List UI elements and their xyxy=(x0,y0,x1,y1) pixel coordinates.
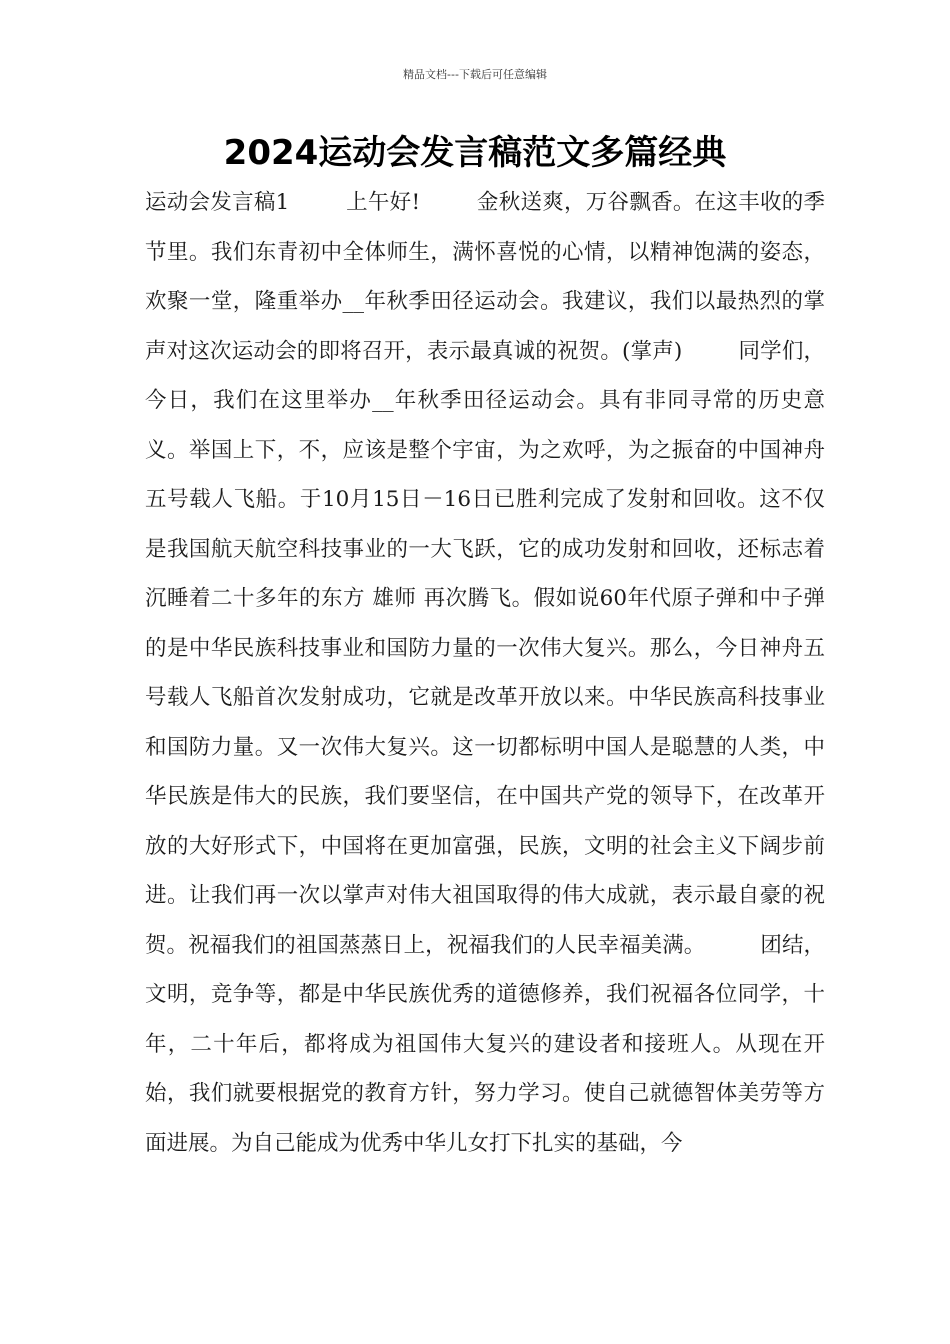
header-note: 精品文档---下载后可任意编辑 xyxy=(403,68,547,81)
document-title: 2024运动会发言稿范文多篇经典 xyxy=(223,133,727,173)
document-body: 运动会发言稿1 上午好! 金秋送爽，万谷飘香。在这丰收的季节里。我们东青初中全体师生，满怀喜悦的心情，以精神饱满的姿态，欢聚一堂，隆重举办__年秋季田径运动会。我建议，我们以最热烈的掌声对这次运动会的即将召开，表示最真诚的祝贺。(掌声) 同学们，今日，我们在这里举办__年秋季田径运动会。具有非同寻常的历史意义。举国上下，不，应该是整个宇宙，为之欢呼，为之振奋的中国神舟五号载人飞船。于10月15日－16日已胜利完成了发射和回收。这不仅是我国航天航空科技事业的一大飞跃，它的成功发射和回收，还标志着沉睡着二十多年的东方 雄师 再次腾飞。假如说60年代原子弹和中子弹的是中华民族科技事业和国防力量的一次伟大复兴。那么，今日神舟五号载人飞船首次发射成功，它就是改革开放以来。中华民族高科技事业和国防力量。又一次伟大复兴。这一切都标明中国人是聪慧的人类，中华民族是伟大的民族，我们要坚信，在中国共产党的领导下，在改革开放的大好形式下，中国将在更加富强，民族，文明的社会主义下阔步前进。让我们再一次以掌声对伟大祖国取得的伟大成就，表示最自豪的祝贺。祝福我们的祖国蒸蒸日上，祝福我们的人民幸福美满。 团结，文明，竞争等，都是中华民族优秀的道德修养，我们祝福各位同学，十年，二十年后，都将成为祖国伟大复兴的建设者和接班人。从现在开始，我们就要根据党的教育方针，努力学习。使自己就德智体美劳等方面进展。为自己能成为优秀中华儿女打下扎实的基础，今 xyxy=(145,190,825,1156)
